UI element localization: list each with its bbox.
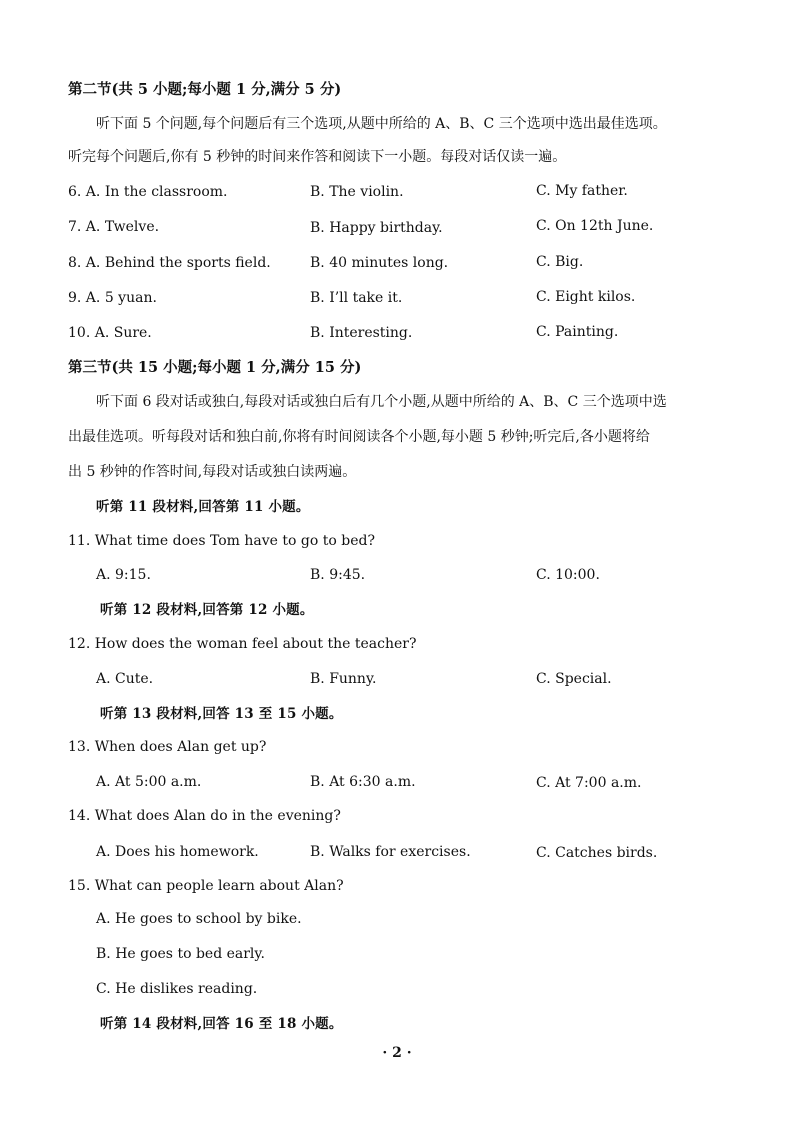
- section2-intro-line1: 听下面 5 个问题,每个问题后有三个选项,从题中所给的 A、B、C 三个选项中选出最佳选项。: [96, 116, 667, 132]
- q7-option-a: 7. A. Twelve.: [68, 219, 160, 235]
- q11-text: 11. What time does Tom have to go to bed?: [68, 533, 375, 549]
- q12-text: 12. How does the woman feel about the teacher?: [68, 636, 417, 652]
- q14-option-b: B. Walks for exercises.: [310, 844, 471, 860]
- section3-intro-line2: 出最佳选项。听每段对话和独白前,你将有时间阅读各个小题,每小题 5 秒钟;听完后,各小题将给: [68, 429, 650, 445]
- q13-text: 13. When does Alan get up?: [68, 739, 267, 755]
- q10-option-a: 10. A. Sure.: [68, 325, 152, 341]
- section3-intro-line3: 出 5 秒钟的作答时间,每段对话或独白读两遍。: [68, 464, 357, 480]
- q6-option-a: 6. A. In the classroom.: [68, 184, 228, 200]
- section3-title: 第三节(共 15 小题;每小题 1 分,满分 15 分): [68, 359, 362, 376]
- q11-option-b: B. 9:45.: [310, 567, 366, 583]
- q7-option-c: C. On 12th June.: [536, 218, 654, 234]
- q10-option-c: C. Painting.: [536, 324, 619, 340]
- q12-option-c: C. Special.: [536, 671, 612, 687]
- q15-option-b: B. He goes to bed early.: [96, 946, 265, 962]
- q9-option-c: C. Eight kilos.: [536, 289, 636, 305]
- section2-intro-line2: 听完每个问题后,你有 5 秒钟的时间来作答和阅读下一小题。每段对话仅读一遍。: [68, 149, 567, 165]
- q8-option-a: 8. A. Behind the sports field.: [68, 255, 271, 271]
- instruction-13: 听第 13 段材料,回答 13 至 15 小题。: [100, 706, 343, 722]
- q15-option-c: C. He dislikes reading.: [96, 981, 258, 997]
- q6-option-c: C. My father.: [536, 183, 628, 199]
- q9-option-a: 9. A. 5 yuan.: [68, 290, 157, 306]
- q15-text: 15. What can people learn about Alan?: [68, 878, 344, 894]
- q13-option-c: C. At 7:00 a.m.: [536, 775, 642, 791]
- q11-option-c: C. 10:00.: [536, 567, 600, 583]
- q14-option-a: A. Does his homework.: [96, 844, 259, 860]
- instruction-11: 听第 11 段材料,回答第 11 小题。: [96, 499, 310, 515]
- q8-option-b: B. 40 minutes long.: [310, 255, 449, 271]
- q15-option-a: A. He goes to school by bike.: [96, 911, 302, 927]
- q8-option-c: C. Big.: [536, 254, 584, 270]
- q11-option-a: A. 9:15.: [96, 567, 151, 583]
- q6-option-b: B. The violin.: [310, 184, 404, 200]
- instruction-12: 听第 12 段材料,回答第 12 小题。: [100, 602, 314, 618]
- q10-option-b: B. Interesting.: [310, 325, 413, 341]
- q9-option-b: B. I’ll take it.: [310, 290, 403, 306]
- q14-text: 14. What does Alan do in the evening?: [68, 808, 341, 824]
- q13-option-b: B. At 6:30 a.m.: [310, 774, 416, 790]
- q12-option-b: B. Funny.: [310, 671, 377, 687]
- section2-title: 第二节(共 5 小题;每小题 1 分,满分 5 分): [68, 81, 342, 98]
- q13-option-a: A. At 5:00 a.m.: [96, 774, 202, 790]
- page-number: · 2 ·: [382, 1045, 412, 1061]
- q14-option-c: C. Catches birds.: [536, 845, 658, 861]
- q12-option-a: A. Cute.: [96, 671, 154, 687]
- q7-option-b: B. Happy birthday.: [310, 220, 443, 236]
- instruction-14: 听第 14 段材料,回答 16 至 18 小题。: [100, 1016, 343, 1032]
- section3-intro-line1: 听下面 6 段对话或独白,每段对话或独白后有几个小题,从题中所给的 A、B、C 三个选项中选: [96, 394, 667, 410]
